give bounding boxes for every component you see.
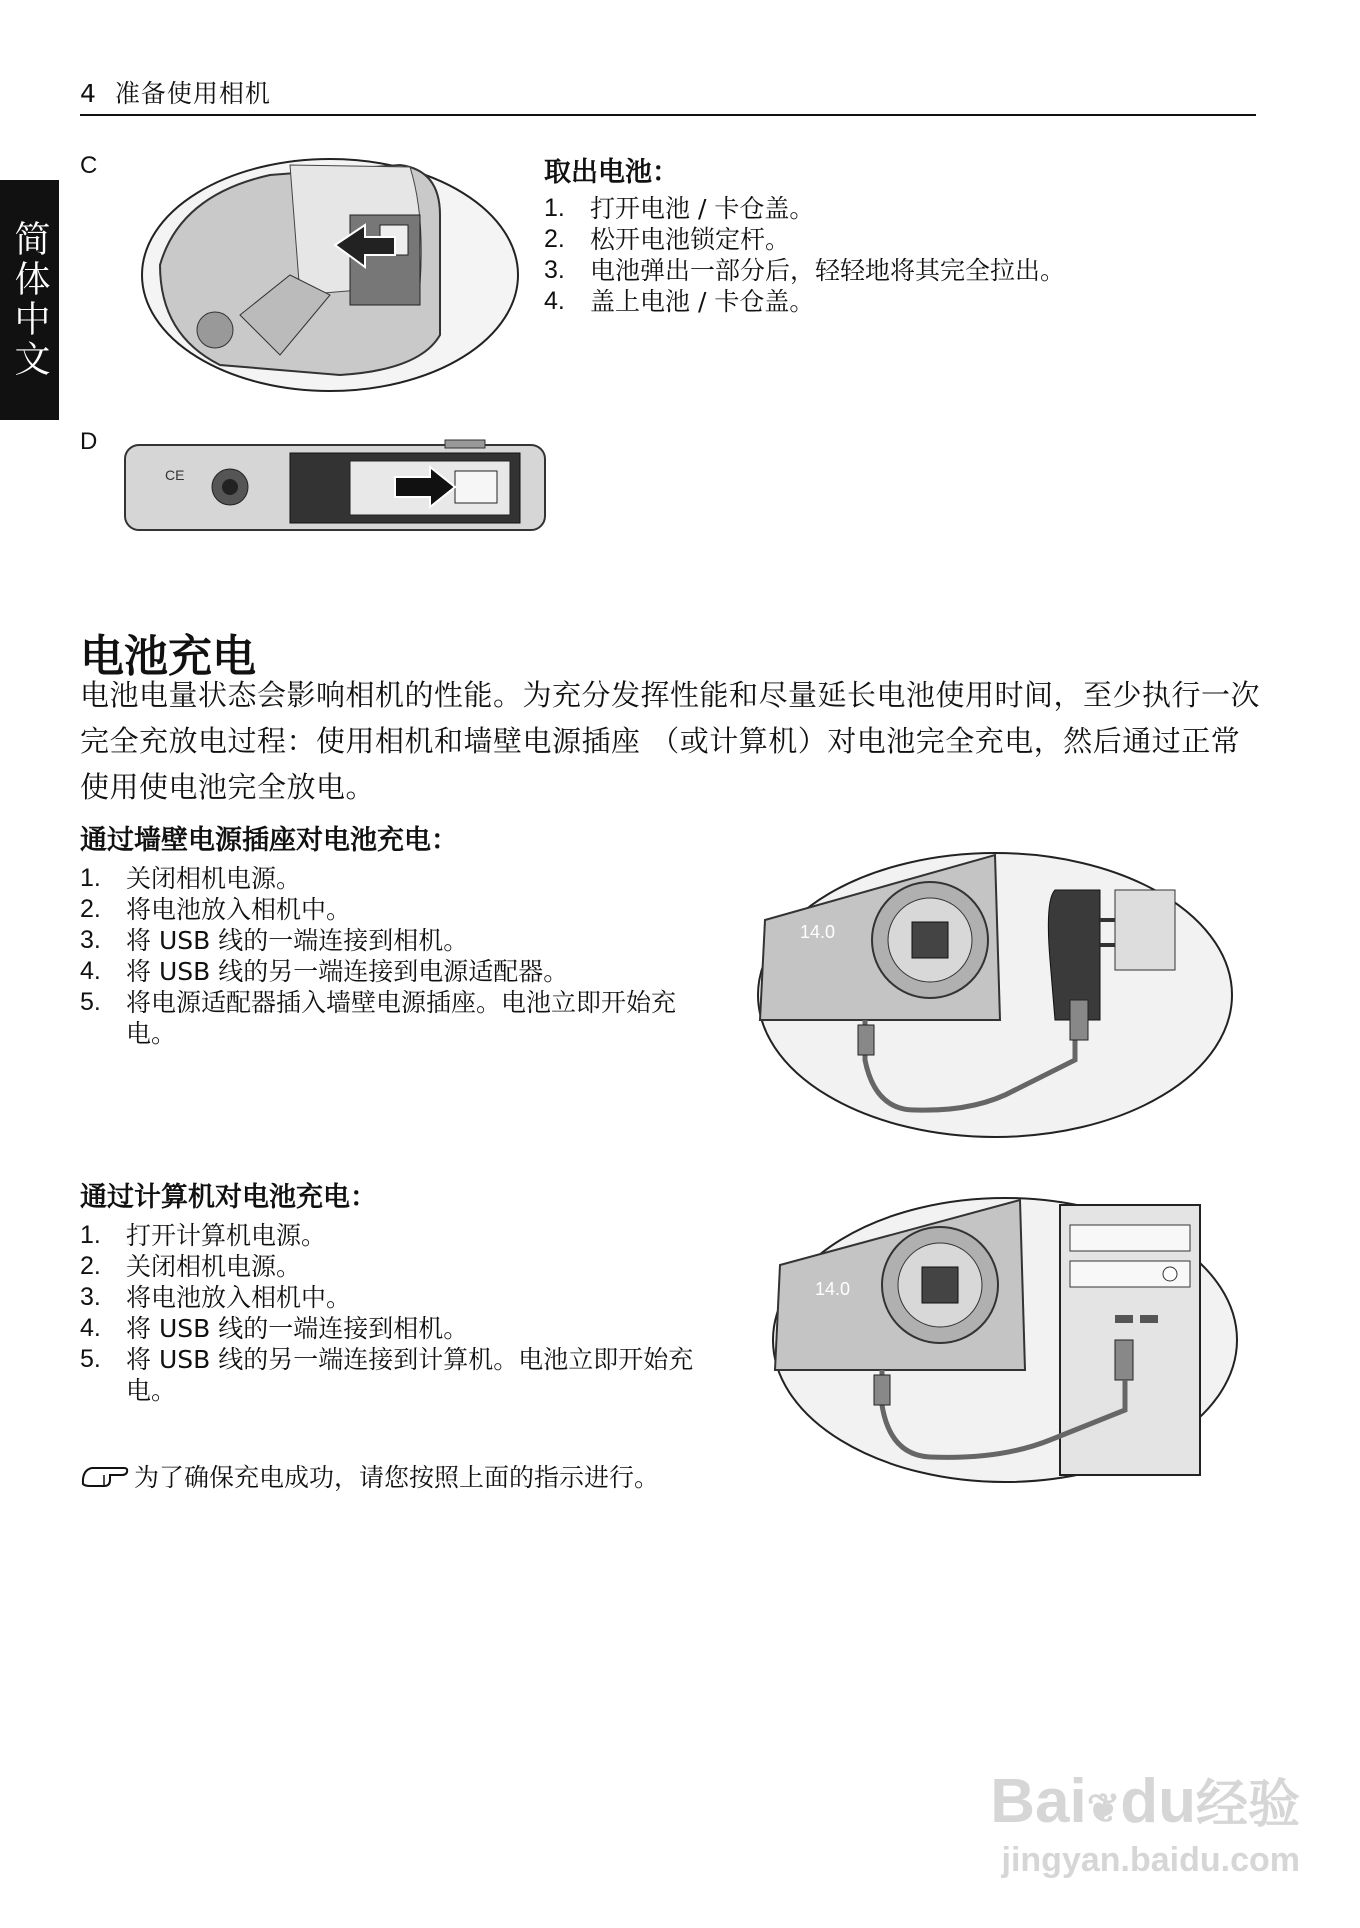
list-item: 2. 松开电池锁定杆。 (544, 225, 791, 254)
remove-battery-title: 取出电池： (544, 157, 679, 188)
list-item: 2. 将电池放入相机中。 (80, 895, 352, 924)
list-item: 1. 打开电池 / 卡仓盖。 (544, 194, 815, 223)
list-item: 3. 将电池放入相机中。 (80, 1283, 352, 1312)
language-tab (0, 180, 59, 420)
list-item: 2. 关闭相机电源。 (80, 1252, 302, 1281)
figure-d-label: D (80, 428, 98, 455)
watermark-logo: Bai❦du经验 (990, 1767, 1300, 1836)
wall-charging-title: 通过墙壁电源插座对电池充电： (80, 825, 458, 856)
remove-battery-section (544, 150, 1065, 317)
page-number: 4 (80, 79, 97, 108)
chapter-title: 准备使用相机 (114, 79, 271, 108)
pc-charging-steps (80, 1220, 760, 1406)
svg-text:CE: CE (165, 467, 185, 483)
wall-charging-steps (80, 863, 730, 1049)
list-item: 4. 盖上电池 / 卡仓盖。 (544, 287, 815, 316)
section-title: 电池充电 (80, 631, 256, 682)
battery-door-illustration (140, 155, 520, 395)
language-tab-label: 简体中文 (9, 220, 50, 380)
paw-icon: ❦ (1086, 1787, 1121, 1831)
list-item: 3. 将 USB 线的一端连接到相机。 (80, 926, 469, 955)
charging-note (80, 1458, 659, 1494)
svg-text:14.0: 14.0 (800, 922, 836, 942)
remove-battery-steps (544, 193, 1065, 317)
list-item: 1. 关闭相机电源。 (80, 864, 302, 893)
baidu-watermark (990, 1767, 1300, 1880)
list-item: 3. 电池弹出一部分后，轻轻地将其完全拉出。 (544, 256, 1066, 285)
svg-text:14.0: 14.0 (815, 1279, 851, 1299)
header-divider (80, 114, 1256, 116)
pointing-hand-icon (80, 1462, 130, 1490)
list-item: 4. 将 USB 线的一端连接到相机。 (80, 1314, 469, 1343)
list-item: 5. 将电源适配器插入墙壁电源插座。电池立即开始充电。 (80, 988, 677, 1048)
camera-bottom-illustration (120, 435, 550, 545)
pc-charging-section (80, 1175, 760, 1406)
watermark-url: jingyan.baidu.com (1001, 1841, 1300, 1879)
pc-charging-title: 通过计算机对电池充电： (80, 1182, 377, 1213)
note-text: 为了确保充电成功，请您按照上面的指示进行。 (134, 1463, 660, 1492)
pc-charging-illustration (770, 1195, 1240, 1485)
figure-c-label: C (80, 152, 98, 179)
list-item: 4. 将 USB 线的另一端连接到电源适配器。 (80, 957, 569, 986)
charging-intro-paragraph: 电池电量状态会影响相机的性能。为充分发挥性能和尽量延长电池使用时间，至少执行一次完全充放电过程：使用相机和墙壁电源插座 （或计算机）对电池完全充电，然后通过正常使用使电池完全放电。 (80, 678, 1261, 804)
page-header (80, 74, 271, 110)
wall-charging-section (80, 818, 730, 1049)
list-item: 1. 打开计算机电源。 (80, 1221, 327, 1250)
wall-charging-illustration (755, 850, 1235, 1140)
list-item: 5. 将 USB 线的另一端连接到计算机。电池立即开始充电。 (80, 1345, 694, 1405)
